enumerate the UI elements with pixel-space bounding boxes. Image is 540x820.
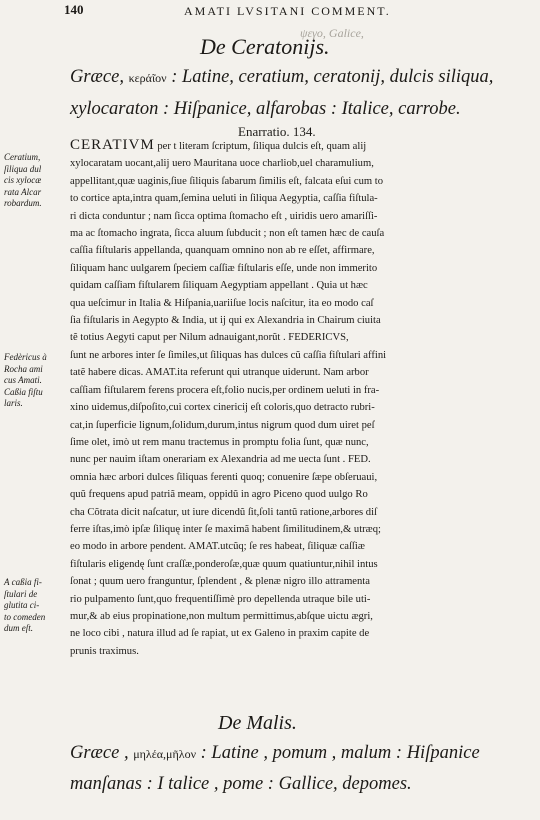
body-line: fiſtularis eligendę ſunt craſſæ,ponderoſæ,quæ quum quatiuntur,nihil intus [70, 558, 378, 570]
body-line: xino uidemus,diſpoſito,cui cortex cinericij eſt coloris,quo detracto rubri- [70, 402, 375, 414]
body-line: ma ac ſtomacho ingrata, ſicca aluum ſubducit ; non eſt tamen hæc de cauſa [70, 228, 385, 240]
margin-note-line: ſtulari de [4, 588, 38, 599]
body-line: ferre iſtas,imò ipſæ ſiliquę inter ſe maximã habent ſimilitudinem,& utræq; [70, 523, 381, 535]
body-line [70, 137, 536, 155]
names-line [70, 738, 532, 769]
body-line: ſonat ; quum uero franguntur, ſplendent , & plenæ nigro illo attramenta [70, 576, 370, 588]
body-line: tatẽ habere dicas. AMAT.ita referunt qui utranque uiderunt. Nam arbor [70, 367, 369, 379]
body-line: omnia hæc arbori dulces ſiliquas ferenti quoq; conuenire ſæpe obſeruaui, [70, 471, 378, 483]
body-line: tẽ totius Aegyti caput per Nilum adnauigant,norũt . FEDERICVS, [70, 332, 349, 344]
names-text: Græce , [70, 743, 134, 763]
body-line: xylocaratam uocant,alij uero Mauritana uoce charliob,uel charamulium, [70, 158, 374, 170]
body-line: caſſia fiſtularis appellanda, quanquam omnino non ab re eſſet, affirmare, [70, 245, 375, 257]
margin-note-line: Caßia fiſtu [4, 386, 43, 397]
body-line: quũ frequens apud patriã meam, oppidũ in agro Piceno quod uulgo Ro [70, 489, 368, 501]
margin-note-line: cis xylocæ [4, 175, 42, 185]
margin-note-cassia [4, 577, 66, 635]
greek-name: μηλέα,μῆλον [133, 747, 197, 761]
names-text: Græce, [70, 67, 129, 87]
names-text: manſanas : I talice , pome : Gallice, depomes. [70, 774, 412, 794]
margin-note-line: glutita ci- [4, 600, 40, 610]
lead-word: CERATIVM [70, 137, 155, 153]
running-head: AMATI LVSITANI COMMENT. [184, 4, 391, 18]
names-line [70, 769, 532, 799]
body-line: ſime olet, imò ut rem manu tractemus in promptu folia ſunt, quæ nunc, [70, 436, 369, 448]
greek-name: κερά̃ιον [128, 71, 167, 85]
names-line [70, 62, 532, 94]
margin-note-federicus [4, 352, 66, 410]
margin-note-line: A caßia fi- [4, 577, 42, 587]
body-line: cha Cõtrata dicit naſcatur, ut iure dicendũ ſit,ſoli tantũ ratione,arbores diſ [70, 506, 377, 518]
names-line [70, 94, 532, 125]
body-line: prunis traximus. [70, 645, 139, 657]
body-line: caſſiam fiſtularem ferens procera eſt,folio nucis,per ordinem ueluti in fra- [70, 384, 380, 396]
names-text: : Latine , pomum , malum : Hiſpanice [196, 743, 480, 763]
names-text: : Latine, ceratium, ceratonij, dulcis siliqua, [166, 67, 494, 87]
margin-note-line: dum eſt. [4, 623, 33, 633]
body-line: ne loco cibi , natura illud ad ſe rapiat, ut ex Galeno in praxim capite de [70, 628, 370, 640]
body-line: qua ueſcimur in Italia & Hiſpania,uariiſue locis naſcitur, ita eo modo caſ [70, 297, 374, 309]
commentary-body [70, 137, 536, 660]
body-line: ri dicta conduntur ; nam ſicca optima ſtomacho eſt , uiridis uero amariſſi- [70, 210, 378, 222]
plant-names-ceratonia [70, 62, 532, 125]
body-line: to cortice apta,intra quam,ſemina ueluti in ſiliqua Aegyptia, caſſia fiſtula- [70, 193, 378, 205]
plant-names-malis [70, 738, 532, 799]
body-line: appellitant,quæ uaginis,ſiue ſiliquis ſabarum ſimilis eſt, falcata eſui cum to [70, 175, 384, 187]
body-line-text: per t literam ſcriptum, ſiliqua dulcis eſt, quam alij [154, 141, 367, 152]
body-line: eo modo in arbore pendent. AMAT.utcũq; ſe res habeat, ſiliquæ caſſiæ [70, 541, 365, 553]
body-line: quidam caſſiam fiſtularem ſiliquam Aegyptiam appellant . Quia ut hæc [70, 280, 368, 292]
page-number: 140 [64, 2, 84, 17]
enarratio-number: Enarratio. 134. [238, 124, 316, 139]
margin-note-line: Fedèricus à [4, 352, 47, 362]
margin-note-line: ſiliqua dul [4, 163, 42, 174]
body-line: rio pulpamento ſunt,quo frequentiſſimè pro depellenda utraque bile uti- [70, 593, 371, 605]
margin-note-line: cus Amati. [4, 375, 42, 385]
names-text: xylocaraton : Hiſpanice, alfarobas : Italice, carrobe. [70, 99, 461, 119]
margin-note-line: rata Alcar [4, 186, 42, 197]
section-title-malis: De Malis. [218, 712, 297, 734]
body-line: ſiliquam hanc uulgarem ſpeciem caſſiæ fiſtularis eſſe, unde non immerito [70, 262, 378, 274]
margin-note-ceratium [4, 152, 66, 210]
body-line: ſunt ne arbores inter ſe ſimiles,ut ſiliquas has dulces cũ caſſia fiſtulari affini [70, 349, 387, 361]
section-title-ceratonia: De Ceratonijs. [200, 34, 330, 59]
body-line: ſia fiſtularis in Aegypto & India, ut ij qui ex Alexandria in Chairum ciuita [70, 315, 381, 327]
body-line: nunc per nauim iſtam onerariam ex Alexandria ad me uecta ſunt . FED. [70, 454, 371, 466]
margin-note-line: Rocha ami [4, 363, 43, 374]
bleed-through-text: ψεγο, Galice, [300, 26, 364, 40]
margin-note-line: robardum. [4, 198, 42, 208]
body-line: mur,& ab eius propinatione,non multum permittimus,abſque uictu ægri, [70, 610, 373, 622]
margin-note-line: to comeden [4, 611, 46, 622]
margin-note-line: laris. [4, 398, 23, 408]
body-line: cat,in ſuperficie lignum,ſolidum,durum,intus nigrum quod dum uiret peſ [70, 419, 375, 431]
margin-note-line: Ceratium, [4, 152, 41, 162]
